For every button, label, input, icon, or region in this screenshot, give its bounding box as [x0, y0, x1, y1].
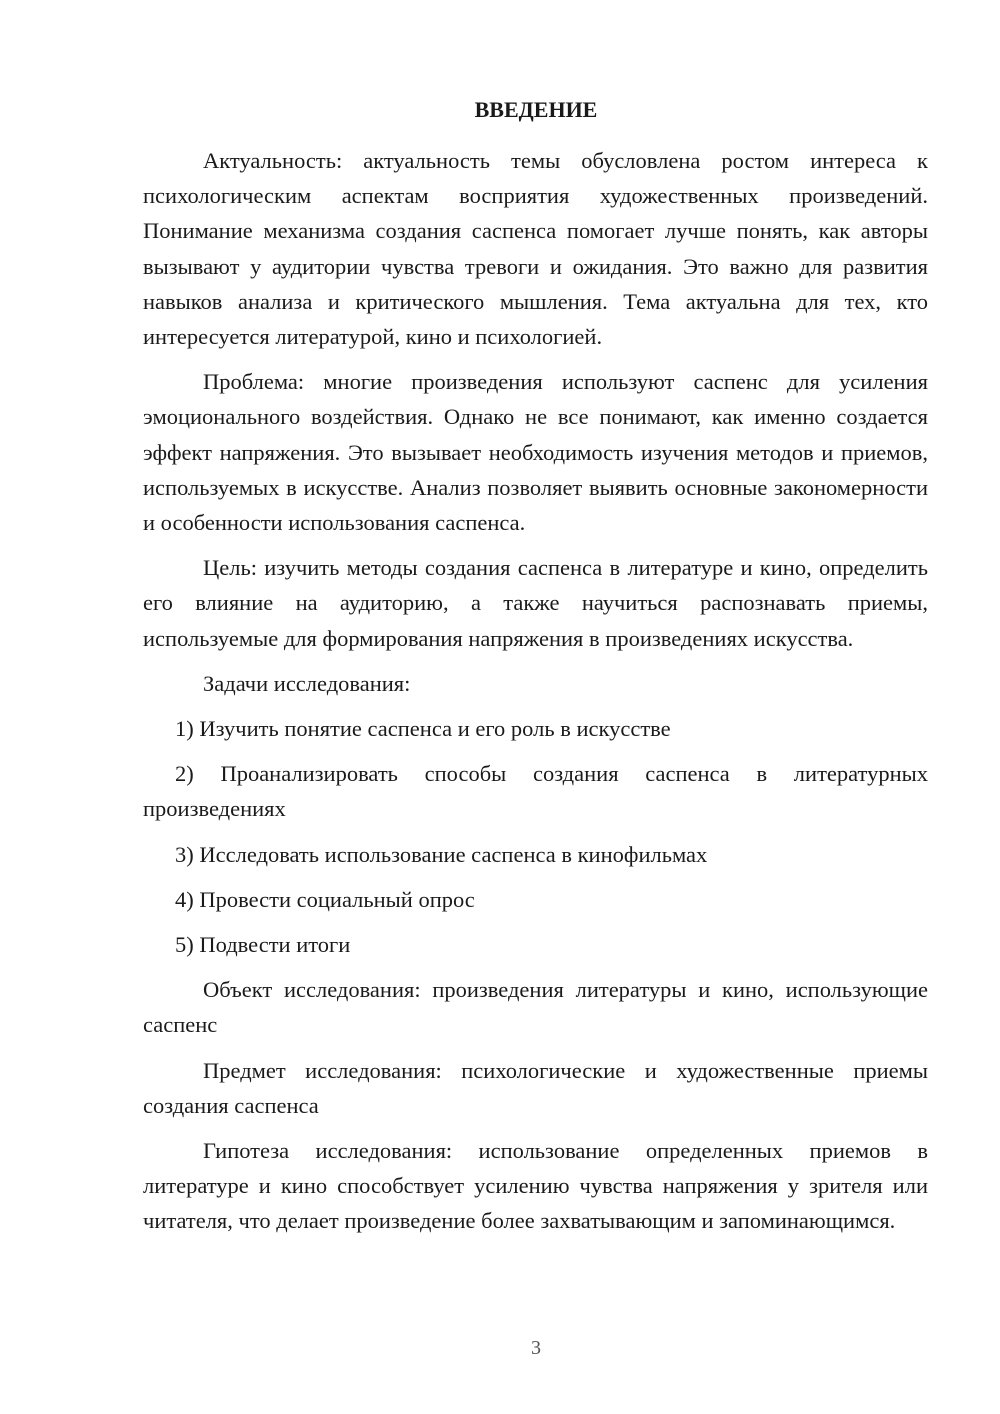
task-item-2: 2) Проанализировать способы создания саспенса в литературных произведениях [143, 761, 928, 822]
page-title: ВВЕДЕНИЕ [474, 97, 598, 122]
paragraph-relevance: Актуальность: актуальность темы обусловлена ростом интереса к психологическим аспектам восприятия художественных произведений. Понимание механизма создания саспенса помогает лучше понять, как авторы вызывают у аудитории чувства тревоги и ожидания. Это важно для развития навыков анализа и критического мышления. Тема актуальна для тех, кто интересуется литературой, кино и психологией. [143, 148, 928, 350]
paragraph-problem: Проблема: многие произведения используют саспенс для усиления эмоционального воздействия. Однако не все понимают, как именно создается эффект напряжения. Это вызывает необходимость изучения методов и приемов, используемых в искусстве. Анализ позволяет выявить основные закономерности и особенности использования саспенса. [143, 369, 928, 536]
paragraph-subject: Предмет исследования: психологические и художественные приемы создания саспенса [143, 1057, 928, 1118]
task-item-1: 1) Изучить понятие саспенса и его роль в искусстве [175, 716, 671, 742]
paragraph-goal: Цель: изучить методы создания саспенса в литературе и кино, определить его влияние на аудиторию, а также научиться распознавать приемы, используемые для формирования напряжения в произведениях искусства. [143, 555, 928, 651]
task-item-4: 4) Провести социальный опрос [175, 886, 475, 912]
paragraph-hypothesis: Гипотеза исследования: использование определенных приемов в литературе и кино способствует усилению чувства напряжения у зрителя или читателя, что делает произведение более захватывающим и запоминающимся. [143, 1138, 928, 1234]
document-body [143, 143, 928, 1249]
paragraph-object: Объект исследования: произведения литературы и кино, использующие саспенс [143, 977, 928, 1038]
paragraph-tasks-heading: Задачи исследования: [203, 670, 411, 696]
task-item-5: 5) Подвести итоги [175, 932, 351, 958]
page-number: 3 [531, 1337, 541, 1359]
task-item-3: 3) Исследовать использование саспенса в кинофильмах [175, 841, 708, 867]
